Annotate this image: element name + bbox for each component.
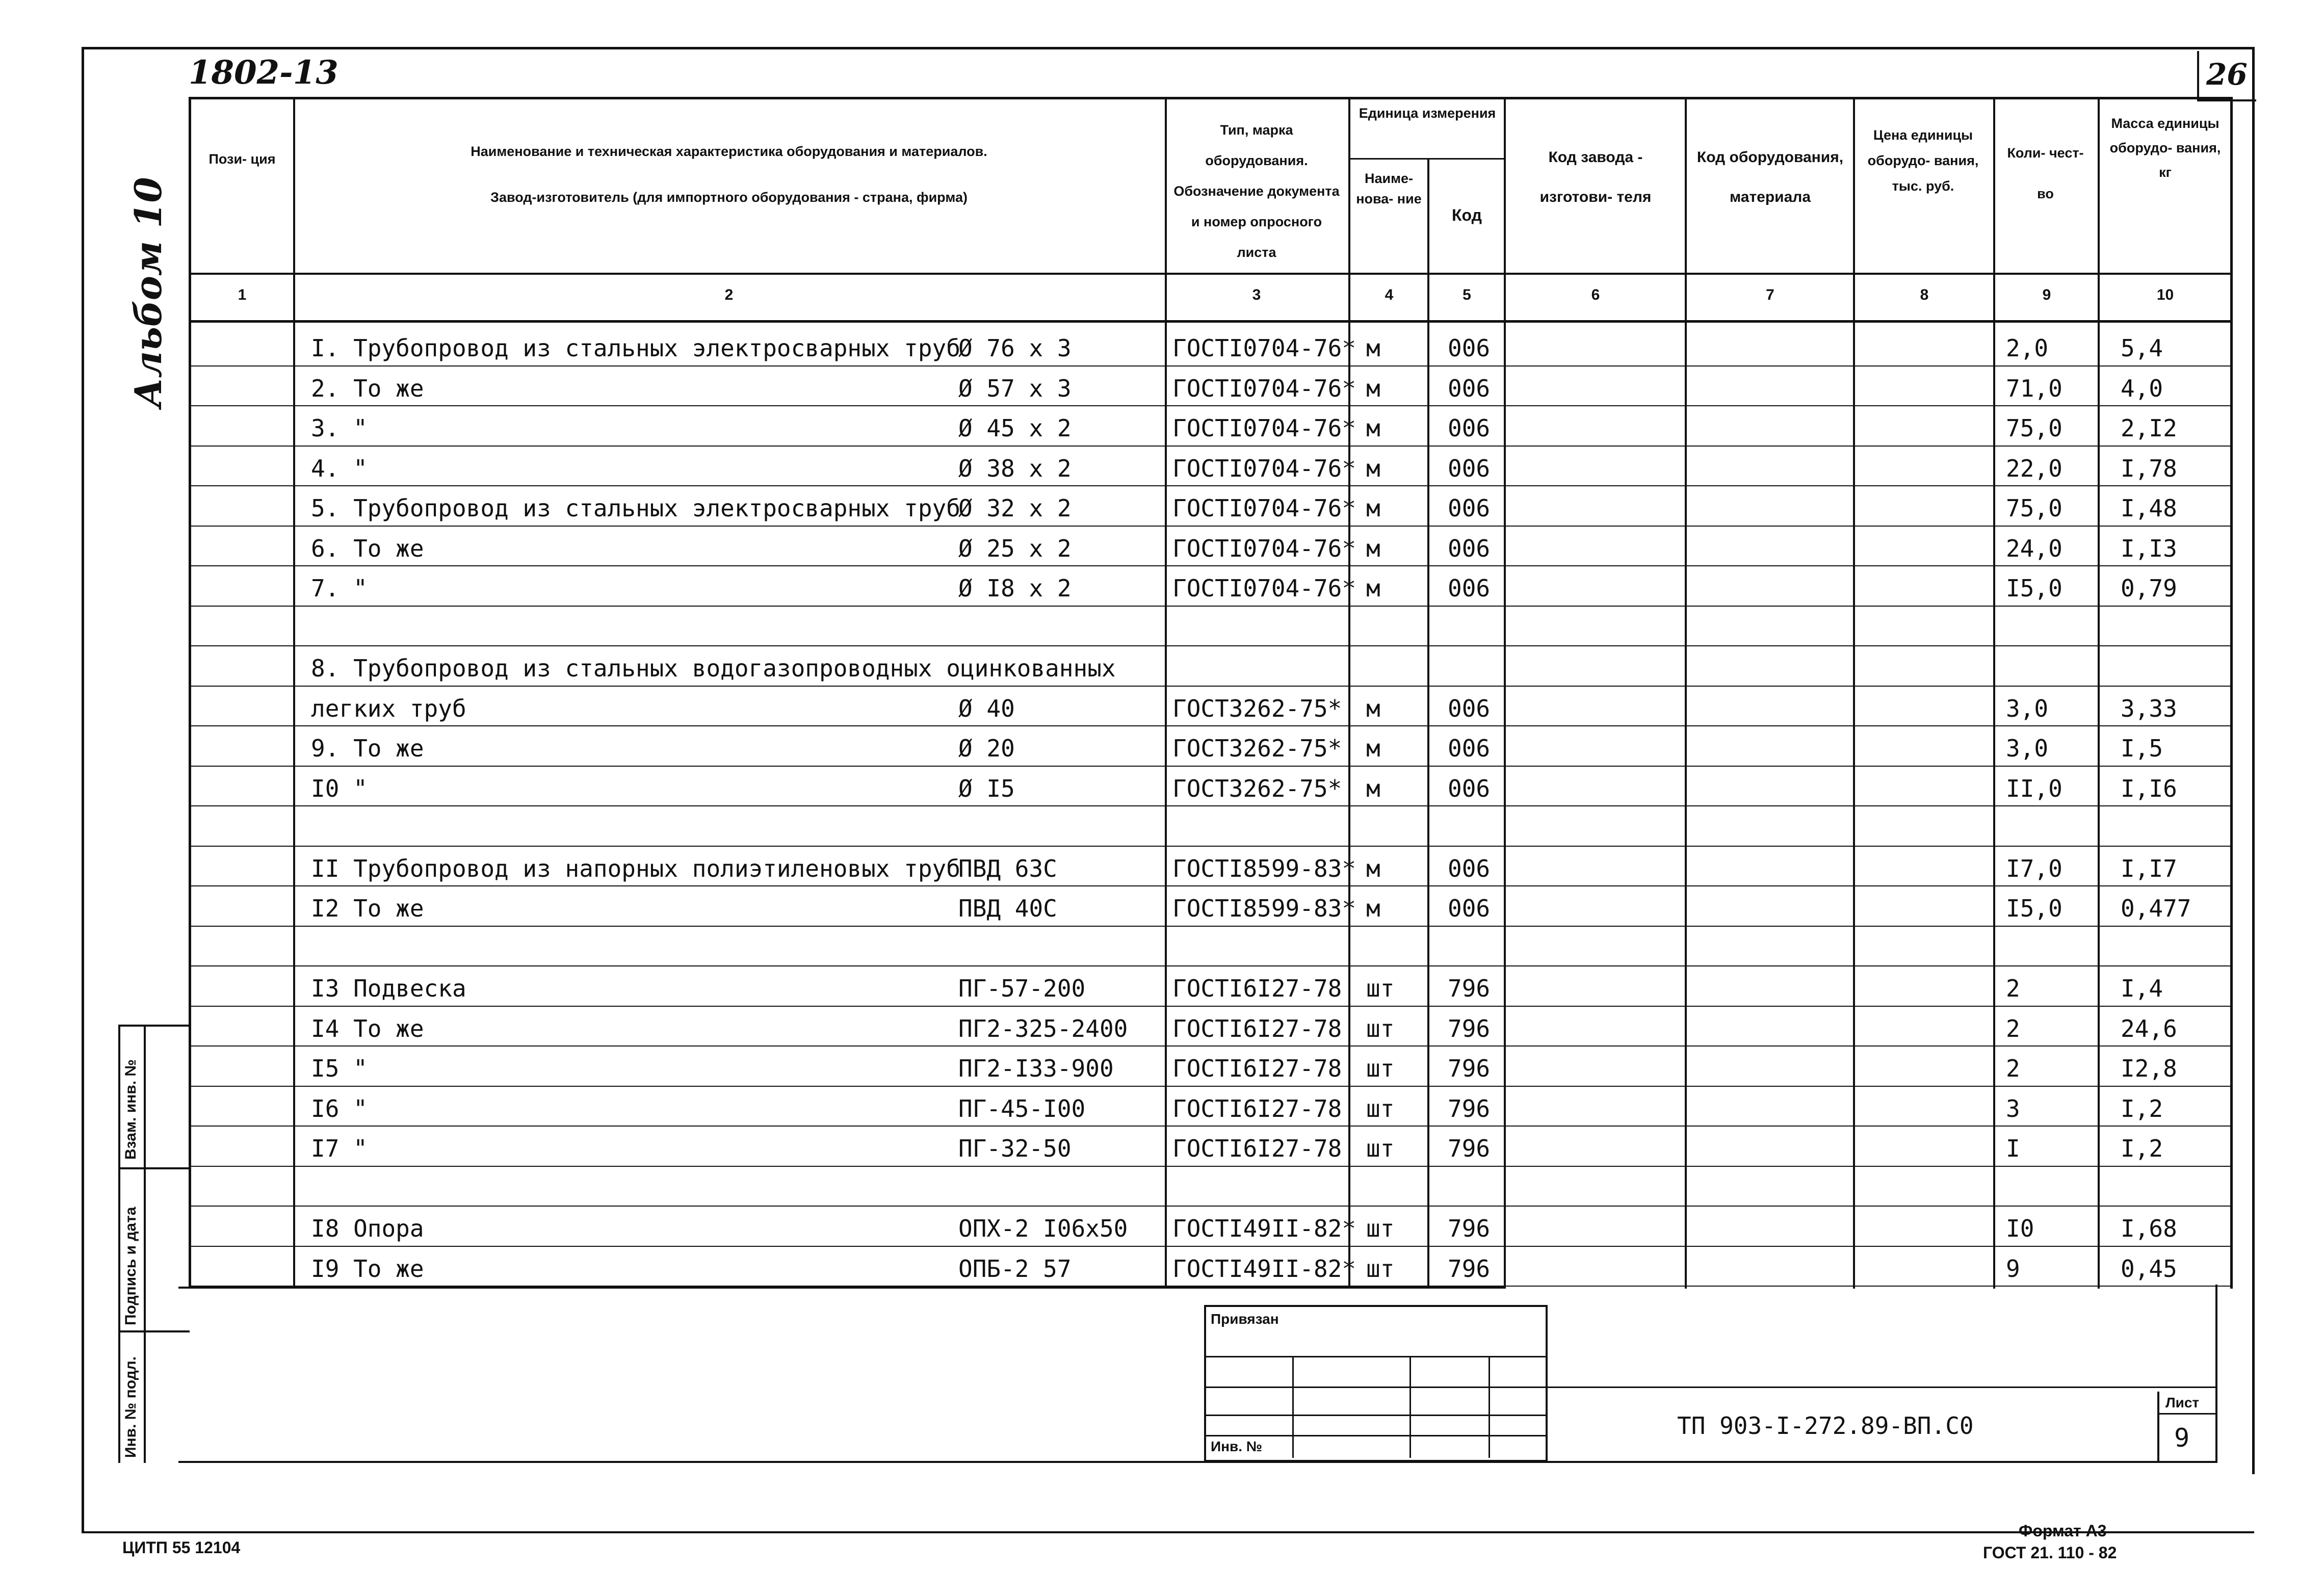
stamp-top [118, 1025, 190, 1027]
row-5-spec: Ø 32 x 2 [958, 494, 1072, 522]
colnum-10: 10 [2156, 286, 2174, 303]
doc-code: 1802-13 [189, 54, 338, 92]
row-7-spec: Ø I8 x 2 [958, 574, 1072, 602]
designation: ТП 903-I-272.89-ВП.С0 [1677, 1412, 1974, 1440]
row-rule [189, 1166, 2233, 1167]
row-14-qty: I7,0 [2006, 854, 2062, 882]
row-2-unit: м [1366, 374, 1380, 402]
colnum-9: 9 [2042, 286, 2051, 303]
row-4-code: 006 [1448, 454, 1491, 482]
row-17-qty: 2 [2006, 975, 2020, 1002]
hdr-name-line2: Завод-изготовитель (для импортного оборудования - страна, фирма) [490, 190, 968, 205]
row-14-mass: I,I7 [2121, 854, 2177, 882]
row-11-qty: 3,0 [2006, 735, 2049, 762]
row-20-code: 796 [1448, 1094, 1491, 1122]
row-19-name: I5 " [311, 1055, 368, 1082]
row-1-unit: м [1366, 334, 1380, 362]
row-18-qty: 2 [2006, 1014, 2020, 1042]
row-23-qty: I0 [2006, 1215, 2034, 1242]
row-5-code: 006 [1448, 494, 1491, 522]
row-21-unit: шт [1366, 1135, 1395, 1162]
row-20-spec: ПГ-45-I00 [958, 1094, 1086, 1122]
frame-right [2252, 47, 2255, 1474]
row-7-mass: 0,79 [2121, 574, 2177, 602]
row-6-unit: м [1366, 534, 1380, 562]
row-18-doc: ГОСТI6I27-78 [1172, 1014, 1342, 1042]
stamp-div-1 [118, 1167, 190, 1169]
row-20-unit: шт [1366, 1094, 1395, 1122]
row-1-spec: Ø 76 x 3 [958, 334, 1072, 362]
row-10-doc: ГОСТ3262-75* [1172, 694, 1342, 722]
row-17-spec: ПГ-57-200 [958, 975, 1086, 1002]
row-19-doc: ГОСТI6I27-78 [1172, 1055, 1342, 1082]
row-15-spec: ПВД 40С [958, 895, 1057, 922]
row-4-doc: ГОСТI0704-76* [1172, 454, 1356, 482]
row-3-name: 3. " [311, 414, 368, 442]
row-23-unit: шт [1366, 1215, 1395, 1242]
row-12-mass: I,I6 [2121, 774, 2177, 802]
row-3-doc: ГОСТI0704-76* [1172, 414, 1356, 442]
row-rule [189, 1246, 2233, 1247]
row-18-code: 796 [1448, 1014, 1491, 1042]
row-9-name: 8. Трубопровод из стальных водогазопроводных оцинкованных [311, 655, 1116, 682]
row-23-doc: ГОСТI49II-82* [1172, 1215, 1356, 1242]
titleblock-top [1544, 1386, 2217, 1388]
row-20-qty: 3 [2006, 1094, 2020, 1122]
stamp-left [118, 1025, 120, 1463]
row-10-spec: Ø 40 [958, 694, 1015, 722]
row-rule [189, 565, 2233, 566]
inv-no-label: Инв. № [1211, 1438, 1263, 1454]
row-11-name: 9. То же [311, 735, 424, 762]
col-div-3 [1348, 98, 1350, 1289]
row-rule [189, 1126, 2233, 1127]
row-4-unit: м [1366, 454, 1380, 482]
row-rule [189, 805, 2233, 806]
hdr-plant-code: Код завода - изготови- теля [1539, 149, 1652, 205]
row-5-unit: м [1366, 494, 1380, 522]
stamp-mid [144, 1025, 146, 1463]
row-7-name: 7. " [311, 574, 368, 602]
hdr-type: Тип, марка оборудования. Обозначение документа и номер опросного листа [1173, 122, 1340, 260]
colnum-7: 7 [1766, 286, 1774, 303]
table-right [2230, 98, 2233, 1289]
row-6-spec: Ø 25 x 2 [958, 534, 1072, 562]
row-4-spec: Ø 38 x 2 [958, 454, 1072, 482]
row-2-code: 006 [1448, 374, 1491, 402]
row-20-doc: ГОСТI6I27-78 [1172, 1094, 1342, 1122]
row-15-code: 006 [1448, 895, 1491, 922]
row-19-qty: 2 [2006, 1055, 2020, 1082]
row-1-qty: 2,0 [2006, 334, 2049, 362]
row-17-code: 796 [1448, 975, 1491, 1002]
row-2-name: 2. То же [311, 374, 424, 402]
sheet-box-div [2157, 1413, 2215, 1415]
row-15-mass: 0,477 [2121, 895, 2191, 922]
row-rule [189, 446, 2233, 447]
binding-h2 [1204, 1386, 1546, 1388]
row-12-unit: м [1366, 774, 1380, 802]
row-7-unit: м [1366, 574, 1380, 602]
row-11-unit: м [1366, 735, 1380, 762]
row-20-mass: I,2 [2121, 1094, 2163, 1122]
row-7-code: 006 [1448, 574, 1491, 602]
inner-frame-bottom [178, 1461, 2217, 1463]
col-div-2 [1165, 98, 1167, 1289]
row-17-unit: шт [1366, 975, 1395, 1002]
row-24-spec: ОПБ-2 57 [958, 1254, 1072, 1283]
col-div-6 [1685, 98, 1687, 1289]
row-10-code: 006 [1448, 694, 1491, 722]
stamp-inv-podl: Инв. № подл. [122, 1356, 139, 1458]
row-6-code: 006 [1448, 534, 1491, 562]
row-rule [189, 725, 2233, 726]
binding-h4 [1204, 1435, 1546, 1436]
row-15-qty: I5,0 [2006, 895, 2062, 922]
row-rule [189, 485, 2233, 486]
colnum-5: 5 [1463, 286, 1471, 303]
row-7-qty: I5,0 [2006, 574, 2062, 602]
binding-h1 [1204, 1356, 1546, 1357]
row-19-spec: ПГ2-I33-900 [958, 1055, 1114, 1082]
row-19-mass: I2,8 [2121, 1055, 2177, 1082]
binding-v2 [1409, 1356, 1411, 1458]
hdr-qty: Коли- чест- во [2007, 145, 2084, 201]
row-2-qty: 71,0 [2006, 374, 2062, 402]
row-21-qty: I [2006, 1135, 2020, 1162]
row-15-doc: ГОСТI8599-83* [1172, 895, 1356, 922]
row-5-doc: ГОСТI0704-76* [1172, 494, 1356, 522]
row-1-mass: 5,4 [2121, 334, 2163, 362]
row-23-mass: I,68 [2121, 1215, 2177, 1242]
row-2-mass: 4,0 [2121, 374, 2163, 402]
hdr-unit-name: Наиме- нова- ние [1356, 171, 1422, 206]
row-23-code: 796 [1448, 1215, 1491, 1242]
row-4-qty: 22,0 [2006, 454, 2062, 482]
row-11-mass: I,5 [2121, 735, 2163, 762]
colnum-3: 3 [1252, 286, 1261, 303]
frame-left [82, 47, 84, 1533]
row-14-code: 006 [1448, 854, 1491, 882]
footer-standard: ГОСТ 21. 110 - 82 [1983, 1543, 2117, 1562]
footer-code: ЦИТП 55 12104 [122, 1538, 241, 1557]
hdr-equip-code: Код оборудования, материала [1696, 149, 1844, 205]
col-div-8 [1993, 98, 1995, 1289]
row-6-mass: I,I3 [2121, 534, 2177, 562]
row-rule [189, 1006, 2233, 1007]
row-18-name: I4 То же [311, 1014, 424, 1042]
row-rule [189, 526, 2233, 527]
row-5-qty: 75,0 [2006, 494, 2062, 522]
row-6-name: 6. То же [311, 534, 424, 562]
row-3-spec: Ø 45 x 2 [958, 414, 1072, 442]
row-23-spec: ОПХ-2 I06x50 [958, 1215, 1128, 1242]
row-21-name: I7 " [311, 1135, 368, 1162]
row-18-mass: 24,6 [2121, 1014, 2177, 1042]
row-5-mass: I,48 [2121, 494, 2177, 522]
row-3-code: 006 [1448, 414, 1491, 442]
row-rule [189, 645, 2233, 646]
colnum-4: 4 [1385, 286, 1394, 303]
row-3-unit: м [1366, 414, 1380, 442]
row-23-name: I8 Опора [311, 1215, 424, 1242]
row-21-spec: ПГ-32-50 [958, 1135, 1072, 1162]
row-6-doc: ГОСТI0704-76* [1172, 534, 1356, 562]
row-rule [189, 965, 2233, 966]
row-20-name: I6 " [311, 1094, 368, 1122]
hdr-position: Пози- ция [208, 151, 276, 167]
sheet-label: Лист [2165, 1395, 2200, 1410]
table-top [189, 97, 2233, 99]
row-24-code: 796 [1448, 1254, 1491, 1283]
col-div-4 [1427, 158, 1429, 1289]
row-17-mass: I,4 [2121, 975, 2163, 1002]
row-2-spec: Ø 57 x 3 [958, 374, 1072, 402]
footer-format: Формат А3 [2019, 1522, 2107, 1540]
album-label: Альбом 10 [126, 177, 170, 408]
row-6-qty: 24,0 [2006, 534, 2062, 562]
binding-h3 [1204, 1415, 1546, 1416]
colnum-8: 8 [1920, 286, 1929, 303]
row-rule [189, 926, 2233, 927]
row-rule [189, 365, 2233, 367]
row-12-doc: ГОСТ3262-75* [1172, 774, 1342, 802]
stamp-vzam: Взам. инв. № [122, 1059, 139, 1160]
row-12-spec: Ø I5 [958, 774, 1015, 802]
row-12-qty: II,0 [2006, 774, 2062, 802]
row-rule [189, 606, 2233, 607]
row-10-mass: 3,33 [2121, 694, 2177, 722]
row-15-unit: м [1366, 895, 1380, 922]
row-14-doc: ГОСТI8599-83* [1172, 854, 1356, 882]
row-3-qty: 75,0 [2006, 414, 2062, 442]
row-10-unit: м [1366, 694, 1380, 722]
row-11-code: 006 [1448, 735, 1491, 762]
colnum-2: 2 [724, 286, 734, 303]
row-17-doc: ГОСТI6I27-78 [1172, 975, 1342, 1002]
row-14-unit: м [1366, 854, 1380, 882]
row-10-name: легких труб [311, 694, 466, 722]
row-10-qty: 3,0 [2006, 694, 2049, 722]
colnum-bottom [189, 320, 2233, 323]
row-4-name: 4. " [311, 454, 368, 482]
row-1-doc: ГОСТI0704-76* [1172, 334, 1356, 362]
page-number-top: 26 [2206, 57, 2248, 92]
row-rule [189, 1286, 2233, 1287]
row-12-code: 006 [1448, 774, 1491, 802]
row-4-mass: I,78 [2121, 454, 2177, 482]
row-1-code: 006 [1448, 334, 1491, 362]
colnum-6: 6 [1591, 286, 1600, 303]
row-2-doc: ГОСТI0704-76* [1172, 374, 1356, 402]
row-24-unit: шт [1366, 1254, 1395, 1283]
binding-v1 [1292, 1356, 1294, 1458]
row-24-doc: ГОСТI49II-82* [1172, 1254, 1356, 1283]
stamp-div-2 [118, 1330, 190, 1332]
row-rule [189, 686, 2233, 687]
row-14-name: II Трубопровод из напорных полиэтиленовых труб [311, 854, 960, 882]
row-3-mass: 2,I2 [2121, 414, 2177, 442]
row-15-name: I2 То же [311, 895, 424, 922]
row-11-spec: Ø 20 [958, 735, 1015, 762]
row-24-qty: 9 [2006, 1254, 2020, 1283]
table-bottom [178, 1287, 1504, 1289]
binding-label: Привязан [1211, 1311, 1279, 1327]
row-rule [189, 405, 2233, 406]
row-24-mass: 0,45 [2121, 1254, 2177, 1283]
colnum-1: 1 [238, 286, 247, 303]
col-div-9 [2098, 98, 2100, 1289]
row-18-spec: ПГ2-325-2400 [958, 1014, 1128, 1042]
row-rule [189, 885, 2233, 886]
row-19-unit: шт [1366, 1055, 1395, 1082]
col-div-5 [1504, 98, 1506, 1289]
row-18-unit: шт [1366, 1014, 1395, 1042]
table-left [189, 98, 191, 1289]
row-rule [189, 1045, 2233, 1046]
row-19-code: 796 [1448, 1055, 1491, 1082]
row-1-name: I. Трубопровод из стальных электросварных труб [311, 334, 960, 362]
col-div-1 [293, 98, 295, 1289]
row-14-spec: ПВД 63С [958, 854, 1057, 882]
row-5-name: 5. Трубопровод из стальных электросварных труб [311, 494, 960, 522]
hdr-unit-code: Код [1452, 206, 1482, 224]
row-21-doc: ГОСТI6I27-78 [1172, 1135, 1342, 1162]
row-21-code: 796 [1448, 1135, 1491, 1162]
hdr-unit: Единица измерения [1359, 106, 1496, 121]
hdr-price: Цена единицы оборудо- вания, тыс. руб. [1867, 127, 1979, 194]
row-rule [189, 1206, 2233, 1207]
row-7-doc: ГОСТI0704-76* [1172, 574, 1356, 602]
col-div-7 [1853, 98, 1855, 1289]
sheet-number: 9 [2174, 1423, 2190, 1453]
row-11-doc: ГОСТ3262-75* [1172, 735, 1342, 762]
frame-bottom [82, 1531, 2254, 1533]
row-rule [189, 766, 2233, 767]
row-12-name: I0 " [311, 774, 368, 802]
row-24-name: I9 То же [311, 1254, 424, 1283]
row-17-name: I3 Подвеска [311, 975, 466, 1002]
stamp-podpis: Подпись и дата [122, 1207, 139, 1325]
hdr-name-line1: Наименование и техническая характеристика оборудования и материалов. [471, 144, 987, 159]
row-rule [189, 846, 2233, 847]
hdr-mass: Масса единицы оборудо- вания, кг [2109, 116, 2221, 180]
binding-v3 [1489, 1356, 1490, 1458]
row-21-mass: I,2 [2121, 1135, 2163, 1162]
frame-top [82, 47, 2254, 49]
unit-split [1348, 158, 1504, 160]
row-rule [189, 1086, 2233, 1087]
header-bottom [189, 273, 2233, 275]
